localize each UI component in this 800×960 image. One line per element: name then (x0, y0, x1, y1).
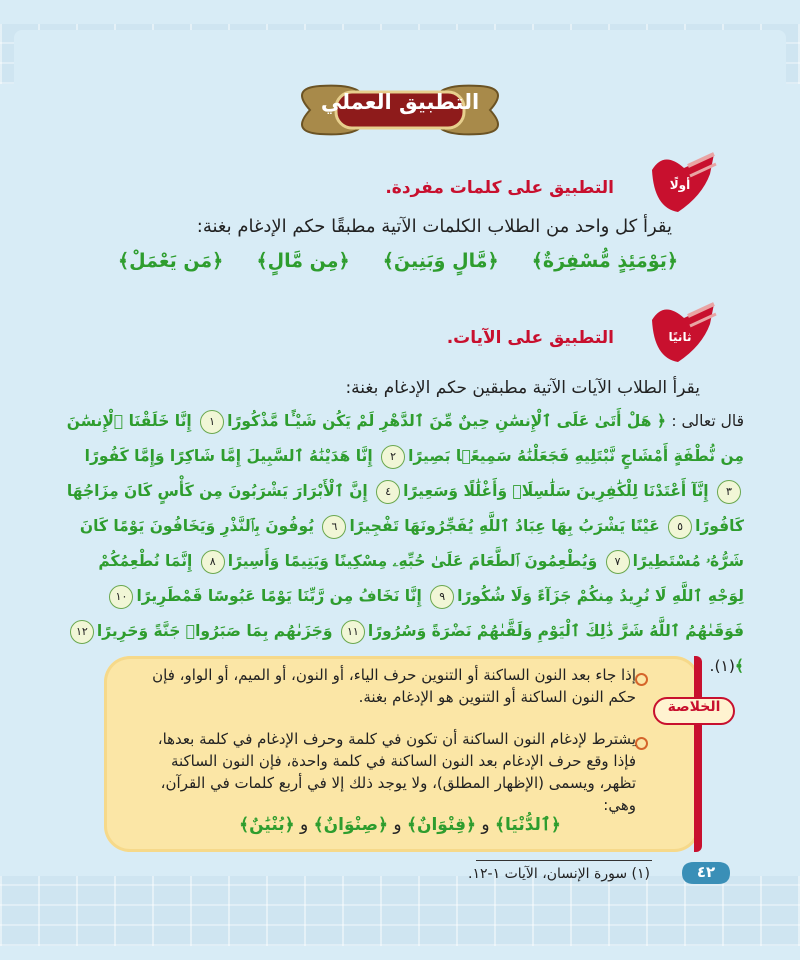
verse-number: ٣ (717, 480, 741, 504)
verse-close: ﴾ (734, 657, 744, 675)
conjunction: و (481, 815, 490, 835)
word-chip: ﴿مِن مَّالٍ﴾ (256, 250, 350, 272)
verse-text: عَيْنًا يَشْرَبُ بِهَا عِبَادُ ٱللَّهِ يُفَجِّرُونَهَا تَفْجِيرًا (349, 517, 660, 535)
verse-text: إِنَّا نَخَافُ مِن رَّبِّنَا يَوْمًا عَبُوسًا قَمْطَرِيرًا (136, 587, 422, 605)
exception-word: ﴿صِنْوَانٌ﴾ (313, 815, 388, 835)
page-title: التطبيق العملي (320, 90, 480, 114)
page-number: ٤٢ (696, 863, 716, 881)
summary-tab (694, 656, 702, 852)
conjunction: و (393, 815, 402, 835)
verse-number: ٢ (381, 445, 405, 469)
section1-intro: يقرأ كل واحد من الطلاب الكلمات الآتية مطبقًا حكم الإدغام بغنة: (196, 216, 672, 237)
exception-word: ﴿بُنْيَٰنٌ﴾ (239, 815, 295, 835)
verse-text: إِنَّا خَلَقْنَا ٱلْإِنسَٰنَ مِن نُّطْفَةٍ أَمْشَاجٍ نَّبْتَلِيهِ فَجَعَلْنَٰهُ سَمِيعًۢا بَصِيرًا (66, 412, 744, 465)
bullet-icon (635, 737, 648, 750)
verse-text: إِنَّا هَدَيْنَٰهُ ٱلسَّبِيلَ إِمَّا شَاكِرًا وَإِمَّا كَفُورًا (84, 447, 373, 465)
summary-bullet-2: يشترط لإدغام النون الساكنة أن تكون في كلمة وحرف الإدغام في كلمة بعدها، فإذا وقع حرف الإدغام بعد النون الساكنة في كلمة واحدة، فإن النون الساكنة تظهر، ويسمى (الإظهار المطلق)، ولا يوجد ذلك إلا في أربع كلمات في القرآن، وهي: (157, 730, 636, 814)
word-chip: ﴿مَن يَعْمَلْ﴾ (118, 250, 224, 272)
section2-heading: التطبيق على الآيات. (446, 328, 614, 348)
section2-intro: يقرأ الطلاب الآيات الآتية مطبقين حكم الإدغام بغنة: (345, 378, 700, 398)
verse-number: ١٠ (109, 585, 133, 609)
verse-text: إِنَّ ٱلْأَبْرَارَ يَشْرَبُونَ مِن كَأْسٍ كَانَ مِزَاجُهَا كَافُورًا (66, 482, 744, 535)
summary-label: الخلاصة (667, 699, 721, 715)
word-chip: ﴿يَوْمَئِذٍ مُّسْفِرَةٌ﴾ (531, 250, 678, 272)
verse-text: يُوفُونَ بِٱلنَّذْرِ وَيَخَافُونَ يَوْمًا كَانَ شَرُّهُۥ مُسْتَطِيرًا (79, 517, 744, 570)
exception-word: ﴿قِنْوَانٌ﴾ (407, 815, 476, 835)
footnote-ref: (١). (709, 657, 735, 675)
exception-words (150, 814, 650, 835)
verse-text: ﴿ هَلْ أَتَىٰ عَلَى ٱلْإِنسَٰنِ حِينٌ مِّنَ ٱلدَّهْرِ لَمْ يَكُن شَيْـًٔا مَّذْكُورًا (227, 412, 666, 430)
summary-bullet-1: إذا جاء بعد النون الساكنة أو التنوين حرف الياء، أو النون، أو الميم، أو الواو، فإن حكم النون الساكنة أو التنوين هو الإدغام بغنة. (152, 666, 636, 706)
single-words-row (118, 250, 678, 272)
verse-number: ٥ (668, 515, 692, 539)
verse-text: وَجَزَىٰهُم بِمَا صَبَرُوا۟ جَنَّةً وَحَرِيرًا (96, 622, 333, 640)
bullet-icon (635, 673, 648, 686)
verse-number: ٤ (376, 480, 400, 504)
conjunction: و (300, 815, 309, 835)
quran-verses (64, 404, 744, 684)
bottom-ornament-band (0, 876, 800, 946)
verse-text: إِنَّمَا نُطْعِمُكُمْ لِوَجْهِ ٱللَّهِ لَا نُرِيدُ مِنكُمْ جَزَآءً وَلَا شُكُورًا (98, 552, 744, 605)
verse-text: فَوَقَىٰهُمُ ٱللَّهُ شَرَّ ذَٰلِكَ ٱلْيَوْمِ وَلَقَّىٰهُمْ نَضْرَةً وَسُرُورًا (367, 622, 744, 640)
verse-number: ٧ (606, 550, 630, 574)
verse-text: وَيُطْعِمُونَ ٱلطَّعَامَ عَلَىٰ حُبِّهِۦ مِسْكِينًا وَيَتِيمًا وَأَسِيرًا (227, 552, 598, 570)
footnote: (١) سورة الإنسان، الآيات ١-١٢. (468, 866, 650, 882)
verse-number: ٩ (430, 585, 454, 609)
verse-number: ١١ (341, 620, 365, 644)
verse-number: ١ (200, 410, 224, 434)
verse-lead: قال تعالى : (671, 412, 744, 430)
exception-word: ﴿ٱلدُّنْيَا﴾ (495, 815, 561, 835)
section1-heading: التطبيق على كلمات مفردة. (385, 178, 614, 198)
footnote-divider (476, 860, 652, 861)
section2-badge-label: ثانيًا (668, 330, 692, 344)
verse-number: ١٢ (70, 620, 94, 644)
verse-number: ٨ (201, 550, 225, 574)
word-chip: ﴿مَّالٍ وَبَنِينَ﴾ (382, 250, 499, 272)
section1-badge-label: أولًا (669, 178, 691, 192)
verse-text: إِنَّآ أَعْتَدْنَا لِلْكَٰفِرِينَ سَلَٰسِلَا۟ وَأَغْلَٰلًا وَسَعِيرًا (403, 482, 709, 500)
verse-number: ٦ (322, 515, 346, 539)
